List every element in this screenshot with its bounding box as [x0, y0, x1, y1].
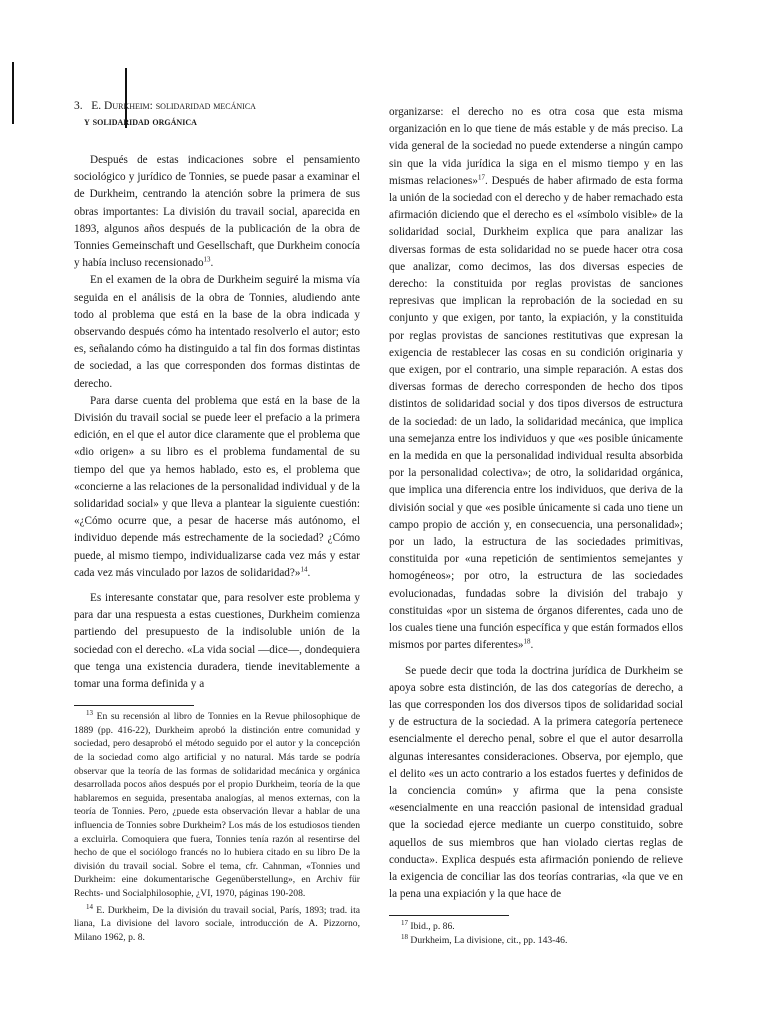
footnotes: [389, 920, 683, 947]
paragraph: Se puede decir que toda la doctrina jurídica de Durkheim se apoya sobre esta distinción, de las dos categorías de derecho, a las que corresponden los dos diversos tipos de solidaridad social y de estructura de la sociedad. A la primera categoría pertenece esencialmente el derecho penal, sobre el que el autor desarrolla algunas interesantes consideraciones. Observa, por ejemplo, que el delito «es un acto contrario a los estados fuertes y definidos de la conciencia común» y afirma que la pena consiste «esencialmente en una reacción pasional de intensidad gradual que la sociedad ejerce mediante un cuerpo constituido, sobre aquellos de sus miembros que han violado ciertas reglas de conducta». Explica después esta afirmación poniendo de relieve la exigencia de conciliar las dos teorías contrarias, «la que ve en la pena una expiación y la que hace de: [389, 664, 683, 901]
paragraph: Después de estas indicaciones sobre el pensamiento sociológico y jurídico de Tonnies, se puede pasar a examinar el de Durkheim, centrando la atención sobre la primera de sus obras importantes: La división du travail social, aparecida en 1893, algunos años después de la publicación de la obra de Tonnies Gemeinschaft und Gesellschaft, que Durkheim conocía y había incluso recensionado$^{13}$.: [74, 154, 360, 270]
section-number: 3.: [74, 100, 83, 112]
paragraph: En el examen de la obra de Durkheim seguiré la misma vía seguida en el análisis de la obra de Tonnies, aludiendo ante todo al problema que está en la base de la obra indicada y observando después cómo ha intentado resolverlo el autor; esto es, señalando cómo ha distinguido a tal fin dos formas distintas de sociedad, a las que corresponden dos formas distintas de derecho.: [74, 274, 360, 390]
section-title-line2: y solidaridad orgánica: [84, 116, 197, 128]
margin-mark: [12, 62, 14, 124]
footnote-rule: [74, 705, 194, 706]
footnote-ref: 13: [203, 255, 211, 264]
paragraph: organizarse: el derecho no es otra cosa que esta misma organización en lo que tiene de más estable y de más preciso. La vida general de la sociedad no puede extenderse a ningún campo sin que la vida jurídica la siga en el mismo tiempo y en las mismas relaciones»$^{17}$. Después de haber afirmado de esta forma la unión de la sociedad con el derecho y de haber remachado esta afirmación diciendo que el derecho es el «símbolo visible» de la solidaridad social, Durkheim explica que para analizar las diversas formas de esta solidaridad no se puede hacer otra cosa que analizar, como decimos, las dos diversas especies de derecho: la constituida por reglas provistas de sanciones represivas que implican la reprobación de la sociedad en su conjunto y que exigen, por tanto, la expiación, y la constituida por reglas provistas de sanciones restitutivas que expresan la exigencia de restablecer las cosas en su condición originaria y que exigen, por el contrario, una simple reparación. A estas dos diversas formas de derecho corresponden de hecho dos tipos distintos de solidaridad social y dos tipos diversos de estructura de la sociedad: de un lado, la solidaridad mecánica, que implica una semejanza entre los individuos y que «es posible únicamente en la medida en que la personalidad individual resulta absorbida por la personalidad colectiva»; de otro, la solidaridad orgánica, que implica una diferencia entre los individuos, que deriva de la división social y que «es posible únicamente si cada uno tiene un campo propio de acción y, en consecuencia, una personalidad»; por un lado, la estructura de las sociedades primitivas, constituida por «una repetición de sentimientos semejantes y homogéneos»; por otro, la estructura de las sociedades evolucionadas, fundadas sobre la división del trabajo y constituidas «por un sistema de órganos diferentes, cada uno de los cuales tiene una función específica y que están formados ellos mismos por partes diferentes»$^{18}$.: [389, 106, 683, 652]
footnote: $^{18}$ Durkheim, La divisione, cit., pp. 143-46.: [401, 932, 568, 946]
paragraph: Para darse cuenta del problema que está en la base de la División du travail social se puede leer el prefacio a la primera edición, en el que el autor dice claramente que el problema que «dio origen» a su libro es el problema fundamental de su tiempo del que ya hemos hablado, esto es, el problema que «concierne a las relaciones de la personalidad individual y de la solidaridad social» y que lleva a plantear la siguiente cuestión: «¿Cómo ocurre que, a pesar de hacerse más autónomo, el individuo depende más estrechamente de la sociedad? ¿Cómo puede, al mismo tiempo, individualizarse cada vez más y estar cada vez más vinculado por lazos de solidaridad?»$^{14}$.: [74, 394, 360, 579]
footnote: $^{14}$ E. Durkheim, De la división du travail social, París, 1893; trad. ita liana, La divisione del lavoro sociale, introducción de A. Pizzorno, Milano 1962, p. 8.: [74, 902, 360, 943]
left-column: [74, 98, 360, 944]
footnote: $^{17}$ Ibid., p. 86.: [401, 919, 455, 933]
footnotes: [74, 710, 360, 944]
footnote-ref: 17: [477, 173, 485, 182]
footnote-ref: 18: [523, 637, 531, 646]
footnote-rule: [389, 915, 509, 916]
section-heading: [74, 98, 360, 114]
footnote: $^{13}$ En su recensión al libro de Tonnies en la Revue philosophique de 1889 (pp. 416-22), Durkheim aprobó la distinción entre comunidad y sociedad, pero desaprobó el método seguido por el autor y la concepción de la sociedad como algo artificial y no natural. Más tarde se podría observar que la teoría de las formas de solidaridad mecánica y orgánica desarrollada pocos años después por el propio Durkheim, teoría de la que hablaremos en seguida, presentaba analogías, al menos externas, con la teoría de Tonnies. Pero, ¿puede esta observación llevar a hablar de una influencia de Tonnies sobre Durkheim? Los más de los estudiosos tienden a excluirla. Comoquiera que fuera, Tonnies tenía razón al resentirse del hecho de que el sociólogo francés no lo hubiera citado en su libro De la división du travail social. Sobre el tema, cfr. Cahnman, «Tonnies und Durkheim: eine dokumentarische Gegenüberstellung», en Archiv für Rechts- und Socialphilosophie, ¿VI, 1970, páginas 190-208.: [74, 709, 360, 900]
footnote-ref: 14: [300, 565, 308, 574]
paragraph: Es interesante constatar que, para resolver este problema y para dar una respuesta a estas cuestiones, Durkheim comienza partiendo del presupuesto de la indisoluble unión de la sociedad con el derecho. «La vida social —dice—, dondequiera que tenga una existencia duradera, tiende inevitablemente a tomar una forma definida y a: [74, 592, 360, 691]
section-title-line1: E. Durkheim: solidaridad mecánica: [91, 100, 256, 112]
right-column: [389, 104, 683, 948]
